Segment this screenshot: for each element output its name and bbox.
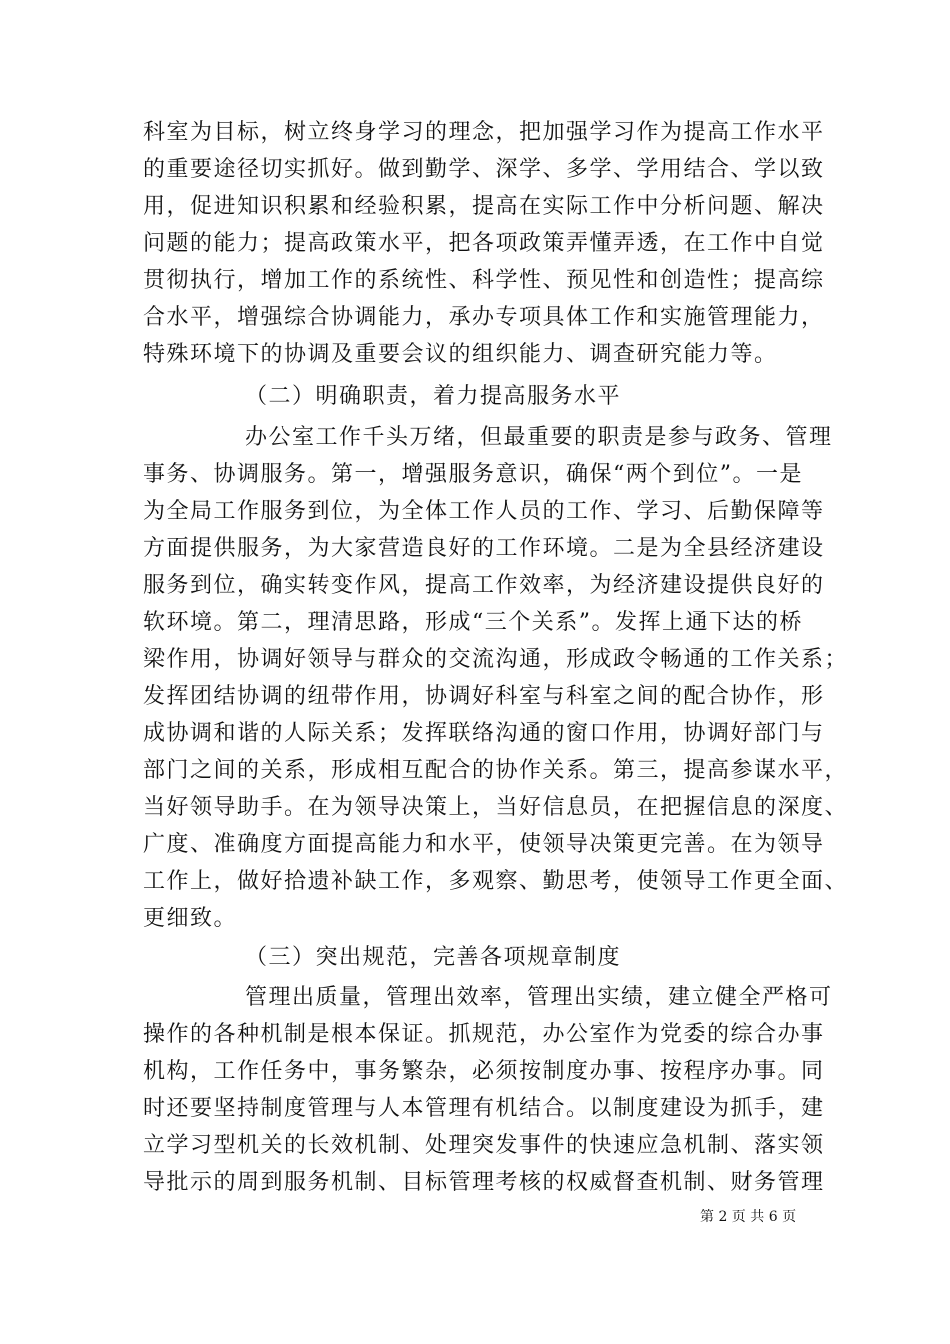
paragraph-line: 为全局工作服务到位，为全体工作人员的工作、学习、后勤保障等	[143, 499, 825, 524]
paragraph-line: 导批示的周到服务机制、目标管理考核的权威督查机制、财务管理	[143, 1170, 825, 1195]
paragraph-line: 科室为目标，树立终身学习的理念，把加强学习作为提高工作水平	[143, 120, 825, 145]
paragraph-line: 更细致。	[143, 906, 238, 931]
paragraph-line: 当好领导助手。在为领导决策上，当好信息员，在把握信息的深度、	[143, 795, 849, 820]
paragraph-line: 广度、准确度方面提高能力和水平，使领导决策更完善。在为领导	[143, 832, 825, 857]
paragraph-line: 特殊环境下的协调及重要会议的组织能力、调查研究能力等。	[143, 342, 778, 367]
paragraph-line: 发挥团结协调的纽带作用，协调好科室与科室之间的配合协作，形	[143, 684, 825, 709]
paragraph-line: 机构，工作任务中，事务繁杂，必须按制度办事、按程序办事。同	[143, 1059, 825, 1084]
paragraph-line: 时还要坚持制度管理与人本管理有机结合。以制度建设为抓手，建	[143, 1096, 825, 1121]
paragraph-line: 方面提供服务，为大家营造良好的工作环境。二是为全县经济建设	[143, 536, 825, 561]
paragraph-line: 管理出质量，管理出效率，管理出实绩，建立健全严格可	[245, 985, 833, 1010]
paragraph-line: 事务、协调服务。第一，增强服务意识，确保“两个到位”。一是	[143, 462, 803, 487]
section-heading-2: （二）明确职责，着力提高服务水平	[245, 384, 622, 409]
paragraph-line: 操作的各种机制是根本保证。抓规范，办公室作为党委的综合办事	[143, 1022, 825, 1047]
paragraph-line: 办公室工作千头万绪，但最重要的职责是参与政务、管理	[245, 425, 833, 450]
paragraph-line: 的重要途径切实抓好。做到勤学、深学、多学、学用结合、学以致	[143, 157, 825, 182]
paragraph-line: 贯彻执行，增加工作的系统性、科学性、预见性和创造性；提高综	[143, 268, 825, 293]
paragraph-line: 工作上，做好拾遗补缺工作，多观察、勤思考，使领导工作更全面、	[143, 869, 849, 894]
page-number: 第 2 页 共 6 页	[700, 1209, 797, 1225]
paragraph-line: 部门之间的关系，形成相互配合的协作关系。第三，提高参谋水平，	[143, 758, 849, 783]
paragraph-line: 梁作用，协调好领导与群众的交流沟通，形成政令畅通的工作关系；	[143, 647, 849, 672]
paragraph-line: 问题的能力；提高政策水平，把各项政策弄懂弄透，在工作中自觉	[143, 231, 825, 256]
paragraph-line: 服务到位，确实转变作风，提高工作效率，为经济建设提供良好的	[143, 573, 825, 598]
paragraph-line: 成协调和谐的人际关系；发挥联络沟通的窗口作用，协调好部门与	[143, 721, 825, 746]
paragraph-line: 软环境。第二，理清思路，形成“三个关系”。发挥上通下达的桥	[143, 610, 803, 635]
paragraph-line: 用，促进知识积累和经验积累，提高在实际工作中分析问题、解决	[143, 194, 825, 219]
paragraph-line: 立学习型机关的长效机制、处理突发事件的快速应急机制、落实领	[143, 1133, 825, 1158]
section-heading-3: （三）突出规范，完善各项规章制度	[245, 945, 622, 970]
paragraph-line: 合水平，增强综合协调能力，承办专项具体工作和实施管理能力，	[143, 305, 825, 330]
